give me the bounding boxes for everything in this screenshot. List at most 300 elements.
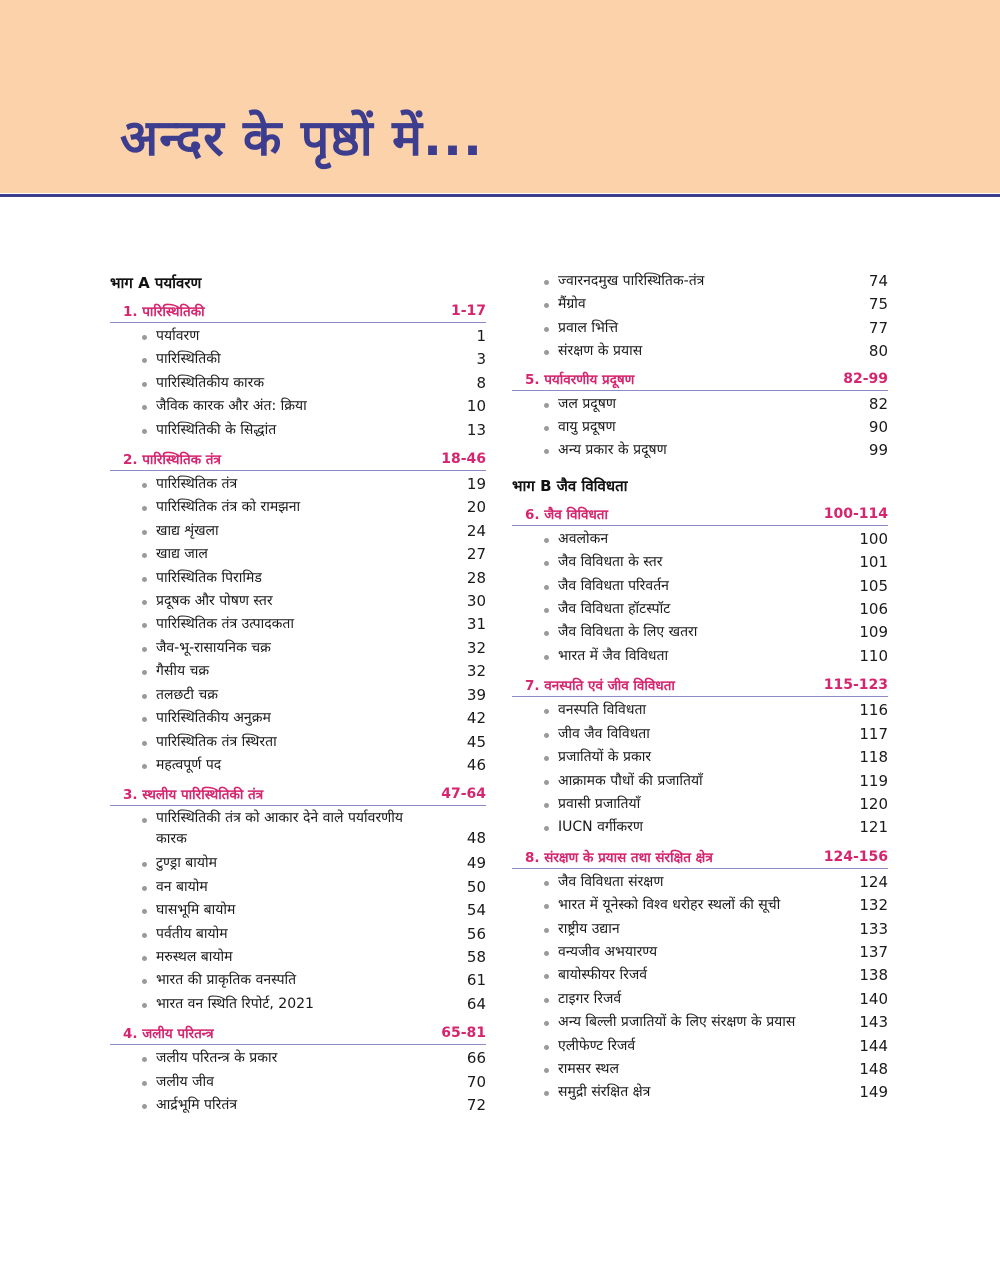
topic-title: एलीफेण्ट रिजर्व [558, 1037, 636, 1054]
topic-label-group [544, 1058, 619, 1081]
part-heading-a: भाग A पर्यावरण [110, 274, 202, 292]
topic-title: आक्रामक पौधों की प्रजातियाँ [558, 772, 703, 789]
right-chapters-b [512, 503, 888, 1105]
topic-page-number: 32 [466, 662, 486, 681]
topic-title: पारिस्थितिक तंत्र [156, 476, 238, 493]
bullet-icon [544, 881, 549, 886]
topic-title: भारत की प्राकृतिक वनस्पति [156, 972, 297, 989]
topic-title: जैविक कारक और अंत: क्रिया [156, 398, 307, 415]
topic-label-group [142, 969, 296, 992]
bullet-icon [544, 733, 549, 738]
topic-label-group [544, 393, 616, 416]
chapter-topic-list [110, 1047, 486, 1117]
bullet-icon [142, 818, 147, 823]
topic-label-group [544, 340, 642, 363]
topic-title: जैव विविधता के स्तर [558, 554, 663, 571]
chapter-title: 3. स्थलीय पारिस्थितिकी तंत्र [123, 787, 264, 804]
topic-label-group [544, 793, 640, 816]
toc-topic-row[interactable] [512, 1058, 888, 1081]
topic-page-number: 42 [466, 709, 486, 728]
topic-title: पारिस्थितिक तंत्र स्थिरता [156, 733, 277, 750]
topic-page-number: 133 [859, 919, 888, 938]
topic-page-number: 61 [466, 971, 486, 990]
topic-title: जीव जैव विविधता [558, 725, 650, 742]
toc-topic-row[interactable] [512, 1035, 888, 1058]
chapter-title: 7. वनस्पति एवं जीव विविधता [525, 678, 675, 695]
bullet-icon [544, 449, 549, 454]
toc-topic-row[interactable] [512, 598, 888, 621]
topic-label-group [544, 816, 643, 839]
topic-label-group [142, 395, 307, 418]
toc-topic-row[interactable] [110, 520, 486, 543]
topic-label-group [544, 1011, 795, 1034]
chapter-heading[interactable] [110, 448, 486, 471]
toc-topic-row[interactable] [512, 317, 888, 340]
topic-title: प्रवासी प्रजातियाँ [558, 795, 641, 812]
bullet-icon [142, 862, 147, 867]
topic-title: भारत वन स्थिति रिपोर्ट, 2021 [156, 995, 314, 1012]
bullet-icon [142, 530, 147, 535]
toc-topic-row[interactable] [110, 969, 486, 992]
chapter-topic-list [110, 473, 486, 777]
right-chapters-a [512, 368, 888, 463]
topic-title: जैव-भू-रासायनिक चक्र [156, 639, 271, 656]
chapter-page-range: 124-156 [823, 848, 888, 865]
topic-title: वायु प्रदूषण [558, 419, 616, 436]
bullet-icon [142, 577, 147, 582]
topic-page-number: 49 [466, 854, 486, 873]
topic-page-number: 109 [859, 623, 888, 642]
chapter-title: 2. पारिस्थितिक तंत्र [123, 452, 221, 469]
topic-page-number: 32 [466, 638, 486, 657]
topic-page-number: 144 [859, 1036, 888, 1055]
topic-page-number: 110 [859, 646, 888, 665]
topic-title: पारिस्थितिकी तंत्र को आकार देने वाले पर्यावरणीय कारक [156, 810, 404, 848]
toc-topic-row[interactable] [512, 621, 888, 644]
toc-topic-row[interactable] [512, 293, 888, 316]
topic-title: बायोस्फीयर रिजर्व [558, 967, 648, 984]
bullet-icon [142, 933, 147, 938]
topic-page-number: 48 [466, 828, 486, 847]
toc-topic-row[interactable] [110, 754, 486, 777]
topic-page-number: 39 [466, 685, 486, 704]
topic-page-number: 70 [466, 1072, 486, 1091]
topic-page-number: 64 [466, 994, 486, 1013]
topic-label-group [544, 746, 651, 769]
topic-title: महत्वपूर्ण पद [156, 756, 222, 773]
toc-topic-row[interactable] [512, 1081, 888, 1104]
topic-page-number: 101 [859, 553, 888, 572]
topic-title: जैव विविधता परिवर्तन [558, 577, 669, 594]
topic-label-group [142, 754, 221, 777]
bullet-icon [142, 647, 147, 652]
toc-topic-row[interactable] [110, 372, 486, 395]
topic-page-number: 100 [859, 529, 888, 548]
page-title: अन्दर के पृष्ठों में... [120, 109, 483, 167]
topic-page-number: 149 [859, 1083, 888, 1102]
topic-page-number: 82 [868, 394, 888, 413]
topic-label-group [142, 808, 406, 850]
topic-label-group [142, 946, 233, 969]
topic-page-number: 24 [466, 521, 486, 540]
chapter-topic-list [512, 699, 888, 839]
toc-topic-row[interactable] [110, 731, 486, 754]
toc-topic-row[interactable] [110, 348, 486, 371]
topic-page-number: 105 [859, 576, 888, 595]
bullet-icon [142, 886, 147, 891]
toc-topic-row[interactable] [110, 419, 486, 442]
topic-label-group [544, 598, 670, 621]
topic-title: जैव विविधता के लिए खतरा [558, 624, 698, 641]
topic-title: पारिस्थितिक पिरामिड [156, 569, 262, 586]
chapter-title: 1. पारिस्थितिकी [123, 304, 205, 320]
topic-label-group [544, 988, 621, 1011]
bullet-icon [142, 483, 147, 488]
topic-label-group [142, 876, 208, 899]
topic-label-group [544, 439, 667, 462]
topic-label-group [142, 707, 271, 730]
chapter-heading[interactable] [512, 674, 888, 697]
topic-title: पारिस्थितिकीय अनुक्रम [156, 710, 271, 727]
bullet-icon [142, 623, 147, 628]
bullet-icon [544, 631, 549, 636]
topic-label-group [142, 660, 209, 683]
topic-page-number: 132 [859, 896, 888, 915]
chapter-topic-list [512, 528, 888, 668]
toc-topic-row[interactable] [110, 496, 486, 519]
topic-label-group [142, 372, 264, 395]
bullet-icon [544, 403, 549, 408]
topic-label-group [142, 567, 262, 590]
topic-title: टुण्ड्रा बायोम [156, 855, 218, 872]
topic-title: प्रवाल भित्ति [558, 319, 619, 336]
topic-title: टाइगर रिजर्व [558, 990, 622, 1007]
chapter-heading[interactable] [110, 783, 486, 806]
bullet-icon [544, 998, 549, 1003]
topic-page-number: 8 [476, 373, 486, 392]
topic-page-number: 28 [466, 568, 486, 587]
bullet-icon [544, 1068, 549, 1073]
topic-label-group [544, 918, 620, 941]
toc-topic-row[interactable] [512, 770, 888, 793]
bullet-icon [142, 553, 147, 558]
bullet-icon [544, 904, 549, 909]
topic-title: भारत में जैव विविधता [558, 647, 669, 664]
toc-topic-row[interactable] [512, 894, 888, 917]
bullet-icon [142, 429, 147, 434]
topic-page-number: 13 [466, 420, 486, 439]
toc-topic-row[interactable] [512, 551, 888, 574]
topic-page-number: 10 [466, 397, 486, 416]
chapter-page-range: 65-81 [441, 1025, 486, 1042]
topic-page-number: 31 [466, 615, 486, 634]
bullet-icon [142, 764, 147, 769]
topic-page-number: 54 [466, 901, 486, 920]
bullet-icon [544, 928, 549, 933]
topic-title: पारिस्थितिकीय कारक [156, 374, 265, 391]
topic-title: पारिस्थितिक तंत्र उत्पादकता [156, 616, 295, 633]
topic-title: गैसीय चक्र [156, 663, 210, 680]
toc-topic-row[interactable] [110, 395, 486, 418]
toc-topic-row[interactable] [110, 543, 486, 566]
topic-title: वन बायोम [156, 878, 208, 895]
topic-page-number: 58 [466, 947, 486, 966]
topic-label-group [544, 621, 697, 644]
bullet-icon [544, 561, 549, 566]
topic-page-number: 66 [466, 1049, 486, 1068]
toc-topic-row[interactable] [512, 439, 888, 462]
bullet-icon [544, 1021, 549, 1026]
chapter-page-range: 115-123 [823, 677, 888, 694]
toc-topic-row[interactable] [110, 567, 486, 590]
toc-topic-row[interactable] [110, 946, 486, 969]
toc-topic-row[interactable] [110, 1071, 486, 1094]
topic-title: अन्य प्रकार के प्रदूषण [558, 442, 667, 459]
topic-label-group [142, 1071, 214, 1094]
chapter-heading[interactable] [110, 300, 486, 323]
topic-title: राष्ट्रीय उद्यान [558, 920, 620, 937]
topic-label-group [544, 699, 646, 722]
topic-label-group [544, 894, 780, 917]
toc-topic-row[interactable] [110, 1094, 486, 1117]
bullet-icon [544, 1091, 549, 1096]
toc-topic-row[interactable] [110, 923, 486, 946]
bullet-icon [544, 709, 549, 714]
toc-topic-row[interactable] [110, 684, 486, 707]
bullet-icon [142, 741, 147, 746]
topic-page-number: 30 [466, 592, 486, 611]
topic-label-group [544, 1081, 650, 1104]
toc-topic-row[interactable] [512, 528, 888, 551]
topic-title: खाद्य शृंखला [156, 522, 219, 539]
topic-title: पारिस्थितिकी के सिद्धांत [156, 421, 277, 438]
topic-label-group [142, 1047, 277, 1070]
bullet-icon [544, 756, 549, 761]
topic-page-number: 117 [859, 724, 888, 743]
toc-topic-row[interactable] [512, 340, 888, 363]
chapter-heading[interactable] [512, 368, 888, 391]
topic-title: जैव विविधता संरक्षण [558, 873, 664, 890]
topic-label-group [544, 871, 663, 894]
bullet-icon [544, 826, 549, 831]
chapter-page-range: 18-46 [441, 451, 486, 468]
toc-topic-row[interactable] [110, 637, 486, 660]
topic-label-group [142, 348, 221, 371]
topic-label-group [142, 923, 228, 946]
topic-title: भारत में यूनेस्को विश्व धरोहर स्थलों की सूची [558, 897, 781, 914]
topic-title: ज्वारनदमुख पारिस्थितिक-तंत्र [558, 273, 705, 289]
bullet-icon [544, 538, 549, 543]
topic-label-group [544, 528, 608, 551]
topic-label-group [142, 684, 218, 707]
toc-topic-row[interactable] [512, 699, 888, 722]
bullet-icon [142, 358, 147, 363]
topic-title: वन्यजीव अभयारण्य [558, 943, 658, 960]
topic-title: अन्य बिल्ली प्रजातियों के लिए संरक्षण के प्रयास [558, 1014, 796, 1031]
topic-page-number: 20 [466, 498, 486, 517]
toc-topic-row[interactable] [110, 473, 486, 496]
chapter-page-range: 82-99 [843, 370, 888, 387]
bullet-icon [544, 327, 549, 332]
topic-page-number: 45 [466, 732, 486, 751]
topic-page-number: 80 [868, 342, 888, 361]
chapter-title: 6. जैव विविधता [525, 506, 608, 523]
topic-label-group [544, 645, 668, 668]
topic-label-group [142, 899, 235, 922]
topic-page-number: 116 [859, 701, 888, 720]
topic-label-group [142, 993, 314, 1016]
bullet-icon [544, 303, 549, 308]
header-divider [0, 194, 1000, 197]
topic-label-group [142, 473, 237, 496]
left-chapters [110, 300, 486, 1117]
topic-label-group [142, 852, 217, 875]
topic-title: समुद्री संरक्षित क्षेत्र [558, 1084, 651, 1101]
bullet-icon [544, 780, 549, 785]
topic-label-group [142, 520, 219, 543]
toc-topic-row[interactable] [110, 707, 486, 730]
chapter-page-range: 47-64 [441, 786, 486, 803]
topic-label-group [142, 731, 277, 754]
bullet-icon [544, 951, 549, 956]
topic-title: IUCN वर्गीकरण [558, 819, 643, 836]
topic-title: प्रदूषक और पोषण स्तर [156, 593, 273, 610]
topic-title: तलछटी चक्र [156, 686, 219, 703]
bullet-icon [142, 1081, 147, 1086]
toc-topic-row[interactable] [110, 852, 486, 875]
toc-topic-row[interactable] [110, 899, 486, 922]
bullet-icon [544, 350, 549, 355]
chapter-title: 8. संरक्षण के प्रयास तथा संरक्षित क्षेत्र [525, 849, 713, 866]
topic-page-number: 124 [859, 872, 888, 891]
toc-topic-row[interactable] [512, 270, 888, 293]
topic-label-group [544, 416, 616, 439]
chapter-heading[interactable] [512, 846, 888, 869]
toc-topic-row[interactable] [110, 660, 486, 683]
toc-topic-row[interactable] [110, 1047, 486, 1070]
bullet-icon [142, 506, 147, 511]
topic-label-group [142, 590, 273, 613]
topic-title: जलीय जीव [156, 1073, 214, 1090]
toc-topic-row[interactable] [512, 1011, 888, 1034]
topic-label-group [142, 325, 199, 348]
bullet-icon [544, 803, 549, 808]
toc-topic-row[interactable] [512, 964, 888, 987]
topic-title: मरुस्थल बायोम [156, 948, 233, 965]
bullet-icon [142, 335, 147, 340]
topic-page-number: 99 [868, 441, 888, 460]
toc-topic-row[interactable] [512, 746, 888, 769]
toc-topic-row[interactable] [512, 575, 888, 598]
toc-topic-row[interactable] [512, 793, 888, 816]
topic-page-number: 46 [466, 755, 486, 774]
toc-topic-row[interactable] [110, 993, 486, 1016]
topic-page-number: 3 [476, 350, 486, 369]
toc-topic-row[interactable] [110, 613, 486, 636]
chapter-heading[interactable] [512, 503, 888, 526]
toc-topic-row[interactable] [110, 808, 486, 850]
topic-title: जलीय परितन्त्र के प्रकार [156, 1050, 278, 1067]
bullet-icon [142, 909, 147, 914]
topic-title: आर्द्रभूमि परितंत्र [156, 1096, 238, 1113]
bullet-icon [544, 608, 549, 613]
bullet-icon [142, 956, 147, 961]
topic-page-number: 56 [466, 924, 486, 943]
topic-label-group [142, 543, 208, 566]
topic-page-number: 120 [859, 794, 888, 813]
topic-page-number: 72 [466, 1095, 486, 1114]
toc-topic-row[interactable] [512, 941, 888, 964]
topic-page-number: 143 [859, 1013, 888, 1032]
toc-topic-row[interactable] [512, 871, 888, 894]
topic-label-group [544, 270, 704, 293]
chapter-heading[interactable] [110, 1022, 486, 1045]
toc-topic-row[interactable] [512, 723, 888, 746]
bullet-icon [142, 405, 147, 410]
bullet-icon [142, 600, 147, 605]
topic-label-group [142, 496, 300, 519]
topic-label-group [544, 941, 657, 964]
topic-title: पर्यावरण [156, 328, 200, 344]
topic-page-number: 77 [868, 318, 888, 337]
topic-label-group [544, 575, 669, 598]
topic-label-group [544, 551, 662, 574]
bullet-icon [544, 426, 549, 431]
toc-right-column [512, 270, 888, 1111]
topic-label-group [142, 419, 276, 442]
bullet-icon [142, 1003, 147, 1008]
topic-title: घासभूमि बायोम [156, 902, 236, 919]
topic-title: पारिस्थितिकी [156, 351, 221, 368]
chapter-topic-list [512, 393, 888, 463]
toc-topic-row[interactable] [110, 590, 486, 613]
topic-page-number: 118 [859, 748, 888, 767]
topic-title: खाद्य जाल [156, 546, 208, 563]
toc-topic-row[interactable] [512, 816, 888, 839]
toc-topic-row[interactable] [110, 876, 486, 899]
topic-page-number: 106 [859, 600, 888, 619]
topic-title: जैव विविधता हॉटस्पॉट [558, 601, 671, 618]
topic-label-group [544, 293, 586, 316]
toc-topic-row[interactable] [512, 645, 888, 668]
toc-topic-row[interactable] [512, 393, 888, 416]
topic-label-group [142, 637, 271, 660]
bullet-icon [544, 280, 549, 285]
topic-page-number: 119 [859, 771, 888, 790]
topic-page-number: 50 [466, 877, 486, 896]
toc-topic-row[interactable] [512, 918, 888, 941]
part-heading-b: भाग B जैव विविधता [512, 476, 628, 495]
topic-title: पर्वतीय बायोम [156, 925, 228, 942]
topic-page-number: 148 [859, 1059, 888, 1078]
topic-label-group [544, 964, 647, 987]
bullet-icon [142, 1057, 147, 1062]
topic-title: जल प्रदूषण [558, 395, 616, 412]
bullet-icon [544, 974, 549, 979]
topic-title: वनस्पति विविधता [558, 702, 647, 719]
toc-topic-row[interactable] [512, 416, 888, 439]
chapter-topic-list [110, 325, 486, 442]
topic-page-number: 121 [859, 818, 888, 837]
toc-topic-row[interactable] [512, 988, 888, 1011]
topic-title: पारिस्थितिक तंत्र को रामझना [156, 499, 301, 516]
bullet-icon [142, 1104, 147, 1109]
toc-topic-row[interactable] [110, 325, 486, 348]
topic-title: मैंग्रोव [558, 296, 586, 313]
chapter-topic-list [110, 808, 486, 1016]
topic-label-group [142, 613, 294, 636]
topic-page-number: 138 [859, 966, 888, 985]
